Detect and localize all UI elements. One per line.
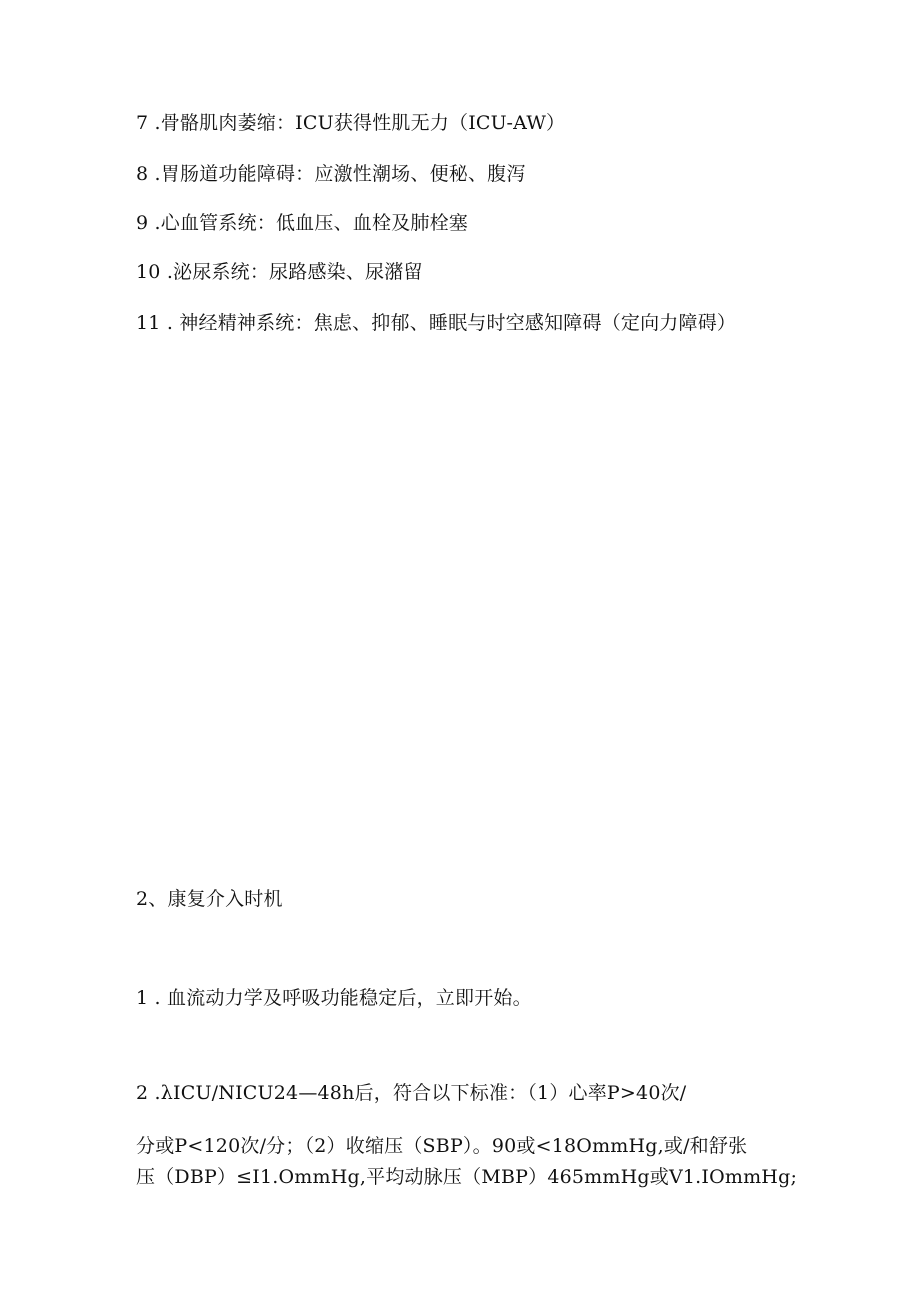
list-item-9: 9 .心血管系统：低血压、血栓及肺栓塞 xyxy=(136,212,468,234)
paragraph-2-line-2: 分或P<120次/分；（2）收缩压（SBP）。90或<18OmmHg,或/和舒张 xyxy=(136,1135,748,1157)
paragraph-2-line-1: 2 .λICU/NICU24—48h后，符合以下标准：（1）心率P>40次/ xyxy=(136,1082,687,1104)
list-item-7: 7 .骨骼肌肉萎缩：ICU获得性肌无力（ICU-AW） xyxy=(136,112,566,134)
list-item-8: 8 .胃肠道功能障碍：应激性潮场、便秘、腹泻 xyxy=(136,163,526,185)
list-item-10: 10 .泌尿系统：尿路感染、尿潴留 xyxy=(136,261,423,283)
section-title: 2、康复介入时机 xyxy=(136,888,283,910)
paragraph-1: 1 . 血流动力学及呼吸功能稳定后，立即开始。 xyxy=(136,987,532,1009)
list-item-11: 11 . 神经精神系统：焦虑、抑郁、睡眠与时空感知障碍（定向力障碍） xyxy=(136,312,737,334)
paragraph-2-line-3: 压（DBP）≤I1.OmmHg,平均动脉压（MBP）465mmHg或V1.IOmmHg; xyxy=(136,1166,798,1188)
